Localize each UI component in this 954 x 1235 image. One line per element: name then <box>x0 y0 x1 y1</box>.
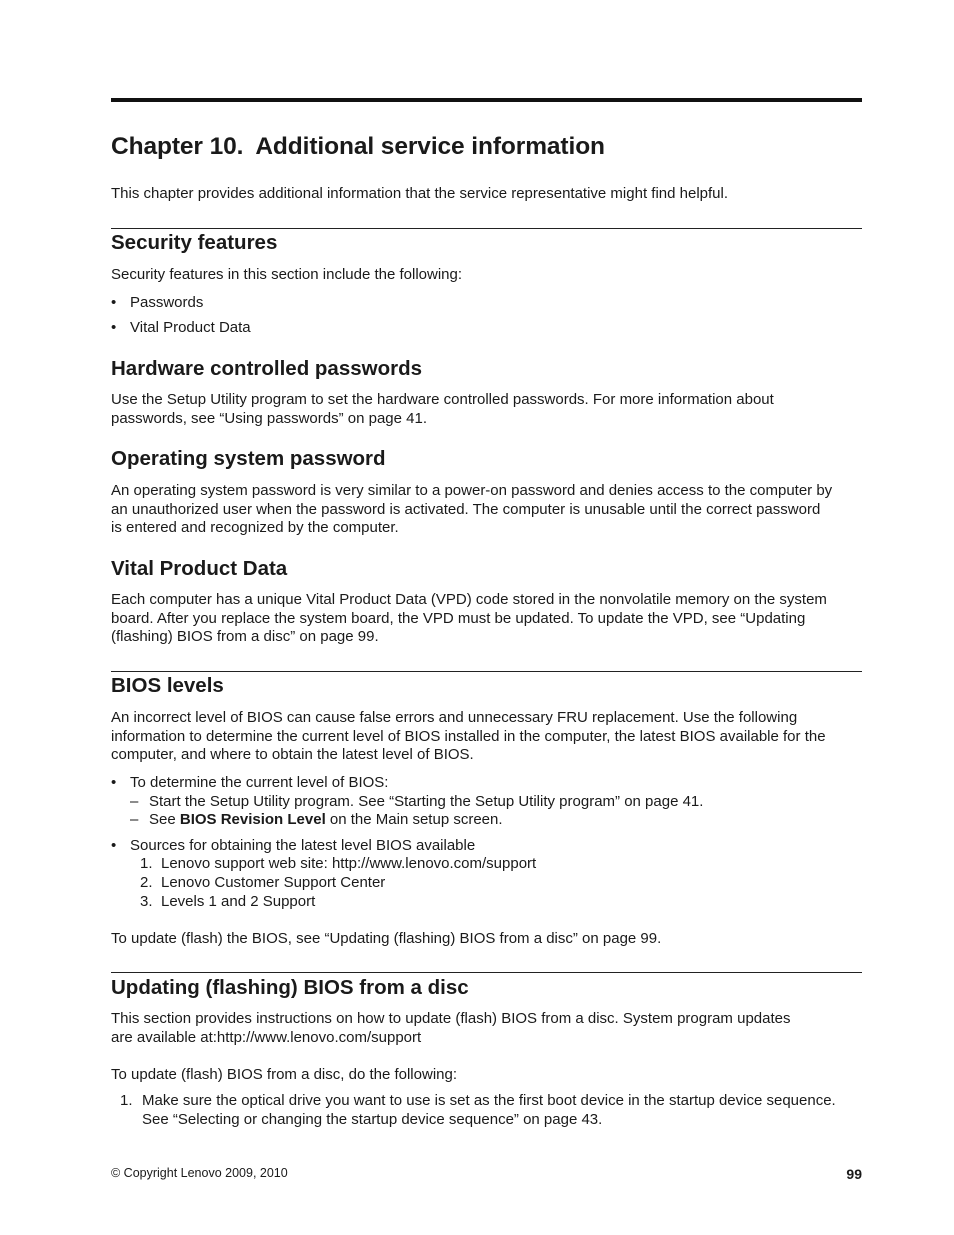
sub-list-item-text <box>149 811 503 830</box>
heading-vital-product-data: Vital Product Data <box>111 557 288 580</box>
heading-security-features: Security features <box>111 231 278 254</box>
bullet-icon: • <box>111 319 117 336</box>
dash-icon: – <box>130 811 139 828</box>
list-item-text: Passwords <box>130 294 204 311</box>
chapter-number: Chapter 10. <box>111 133 244 160</box>
vpd-line: board. After you replace the system board, the VPD must be updated. To update the VPD, see “Updating <box>111 610 806 627</box>
list-item-text: Vital Product Data <box>130 319 251 336</box>
bullet-icon: • <box>111 837 117 854</box>
hardware-passwords-line: Use the Setup Utility program to set the hardware controlled passwords. For more information about <box>111 391 774 408</box>
os-password-line: an unauthorized user when the password is activated. The computer is unusable until the correct password <box>111 501 821 518</box>
heading-hardware-passwords: Hardware controlled passwords <box>111 357 423 380</box>
bullet-icon: • <box>111 774 117 791</box>
heading-updating-bios: Updating (flashing) BIOS from a disc <box>111 976 469 999</box>
chapter-title <box>111 133 605 161</box>
numbered-list-item-text: Levels 1 and 2 Support <box>161 893 316 910</box>
heading-bios-levels: BIOS levels <box>111 674 224 697</box>
heading-os-password: Operating system password <box>111 447 386 470</box>
text-run: See <box>149 811 180 828</box>
section-rule <box>111 671 862 672</box>
section-rule <box>111 228 862 229</box>
dash-icon: – <box>130 793 139 810</box>
os-password-line: An operating system password is very similar to a power-on password and denies access to the computer by <box>111 482 833 499</box>
numbered-list-item-text: See “Selecting or changing the startup device sequence” on page 43. <box>142 1110 603 1128</box>
numbered-list-item-text: Lenovo Customer Support Center <box>161 874 386 891</box>
updating-line: are available at:http://www.lenovo.com/support <box>111 1029 422 1046</box>
bios-levels-line: computer, and where to obtain the latest level of BIOS. <box>111 746 474 763</box>
os-password-line: is entered and recognized by the computer. <box>111 519 399 536</box>
list-item-text: Sources for obtaining the latest level BIOS available <box>130 837 476 854</box>
sub-list-item-text: Start the Setup Utility program. See “Starting the Setup Utility program” on page 41. <box>149 793 704 810</box>
bullet-icon: • <box>111 294 117 311</box>
list-number: 1. <box>140 855 153 872</box>
numbered-list-item <box>120 1092 862 1132</box>
vpd-line: Each computer has a unique Vital Product Data (VPD) code stored in the nonvolatile memory on the system <box>111 591 827 608</box>
list-number: 3. <box>140 893 153 910</box>
footer-page-number: 99 <box>846 1166 862 1182</box>
chapter-top-rule <box>111 98 862 102</box>
text-run: on the Main setup screen. <box>325 811 503 828</box>
bios-revision-level-emphasis: BIOS Revision Level <box>179 811 326 828</box>
bios-levels-line: information to determine the current level of BIOS installed in the computer, the latest BIOS available for the <box>111 728 826 745</box>
footer-copyright: © Copyright Lenovo 2009, 2010 <box>111 1166 288 1180</box>
chapter-intro: This chapter provides additional information that the service representative might find helpful. <box>111 185 728 202</box>
security-intro: Security features in this section include the following: <box>111 266 463 283</box>
chapter-title-text: Additional service information <box>255 133 605 160</box>
numbered-list-item-text: Make sure the optical drive you want to use is set as the first boot device in the startup device sequence. <box>142 1092 836 1109</box>
list-number: 2. <box>140 874 153 891</box>
updating-line: This section provides instructions on how to update (flash) BIOS from a disc. System program updates <box>111 1010 791 1027</box>
updating-do-following: To update (flash) BIOS from a disc, do the following: <box>111 1066 458 1083</box>
list-number: 1. <box>120 1092 133 1109</box>
bios-levels-outro: To update (flash) the BIOS, see “Updating (flashing) BIOS from a disc” on page 99. <box>111 930 662 947</box>
section-rule <box>111 972 862 973</box>
hardware-passwords-line: passwords, see “Using passwords” on page 41. <box>111 410 427 427</box>
bios-levels-line: An incorrect level of BIOS can cause false errors and unnecessary FRU replacement. Use the following <box>111 709 798 726</box>
numbered-list-item-text: Lenovo support web site: http://www.lenovo.com/support <box>161 855 537 872</box>
vpd-line: (flashing) BIOS from a disc” on page 99. <box>111 628 379 645</box>
list-item-text: To determine the current level of BIOS: <box>130 774 389 791</box>
